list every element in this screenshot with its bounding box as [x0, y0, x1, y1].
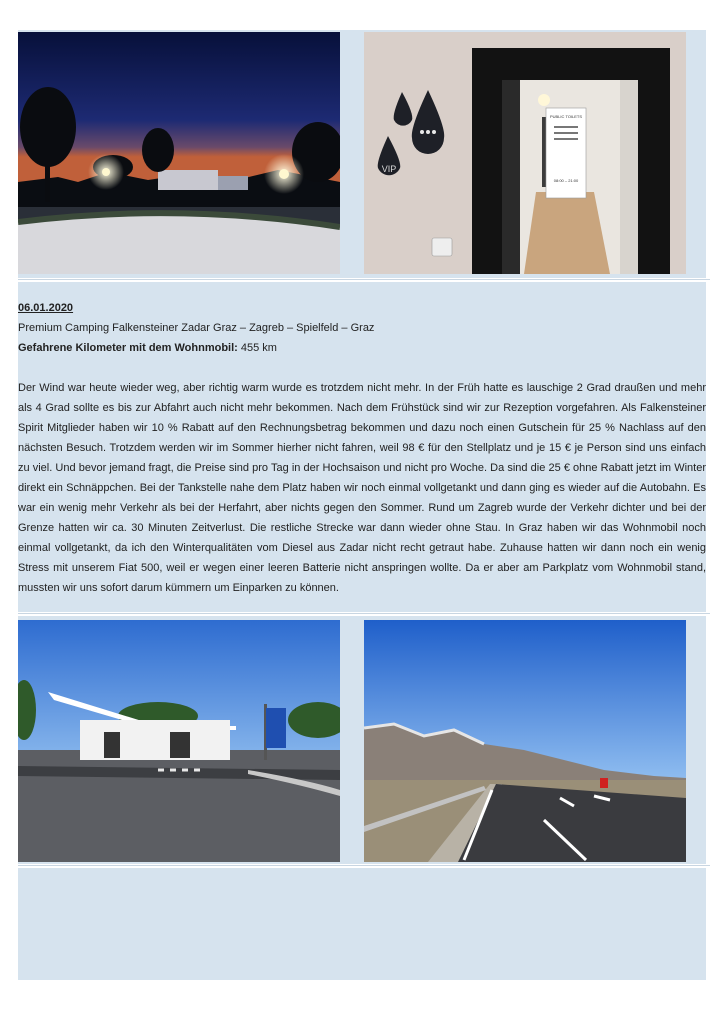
entry-body: Der Wind war heute wieder weg, aber richtig warm wurde es trotzdem nicht mehr. In der Früh hatte es lauschige 2 Grad draußen und mehr als 4 Grad sollte es bis zur Abfahrt auch nicht mehr bekommen. Nach dem Frühstück sind wir zur Rezeption vorgefahren. Als Falkensteiner Spirit Mitglieder haben wir 10 % Rabatt auf den Rechnungsbetrag bekommen und dazu noch einen Gutschein für 25 % Nachlass auf den nächsten Besuch. Trotzdem werden wir im Sommer hierher nicht fahren, weil 98 € für den Stellplatz und je 15 € je Person sind uns einfach zu viel. Und bevor jemand fragt, die Preise sind pro Tag in der Hochsaison und nicht pro Woche. Da sind die 25 € ohne Rabatt jetzt im Winter direkt ein Schnäppchen. Bei der Tankstelle nahe dem Platz haben wir noch einmal vollgetankt und dann ging es wieder auf die Autobahn. Es war ein wenig mehr Verkehr als bei der Herfahrt, aber nichts gegen den Sommer. Rund um Zagreb wurde der Verkehr dichter und bei der Grenze hatten wir ca. 30 Minuten Zeitverlust. Die restliche Strecke war dann wieder ohne Stau. In Graz haben wir das Wohnmobil noch einmal vollgetankt, da ich den Winterqualitäten vom Diesel aus Zadar nicht recht getraut habe. Zuhause hatten wir dann noch ein wenig Stress mit unserem Fiat 500, weil er wegen einer leeren Batterie nicht anspringen wollte. Da er aber am Parkplatz vom Wohnmobil stand, mussten wir uns sofort darum kümmern um Einparken zu können. [18, 382, 706, 594]
entry-route: Premium Camping Falkensteiner Zadar Graz – Zagreb – Spielfeld – Graz [18, 322, 375, 334]
entry-date: 06.01.2020 [18, 302, 74, 314]
vip-label: VIP [381, 164, 397, 174]
divider [18, 613, 710, 614]
notice-sheet [546, 108, 586, 198]
divider [18, 279, 710, 280]
notice-title: PUBLIC TOILETS [549, 114, 583, 119]
notice-hours: 08:00 – 21:00 [553, 178, 579, 183]
empty-panel [18, 868, 706, 980]
entry-text [18, 298, 706, 598]
photo-highway [364, 620, 686, 862]
photo-toilet-entrance [364, 32, 686, 274]
photo-campsite-night [18, 32, 340, 274]
distance-label: Gefahrene Kilometer mit dem Wohnmobil: [18, 342, 238, 354]
photo-petrol-station [18, 620, 340, 862]
entry-distance [18, 338, 706, 358]
distance-value: 455 km [240, 342, 277, 354]
divider [18, 865, 710, 866]
